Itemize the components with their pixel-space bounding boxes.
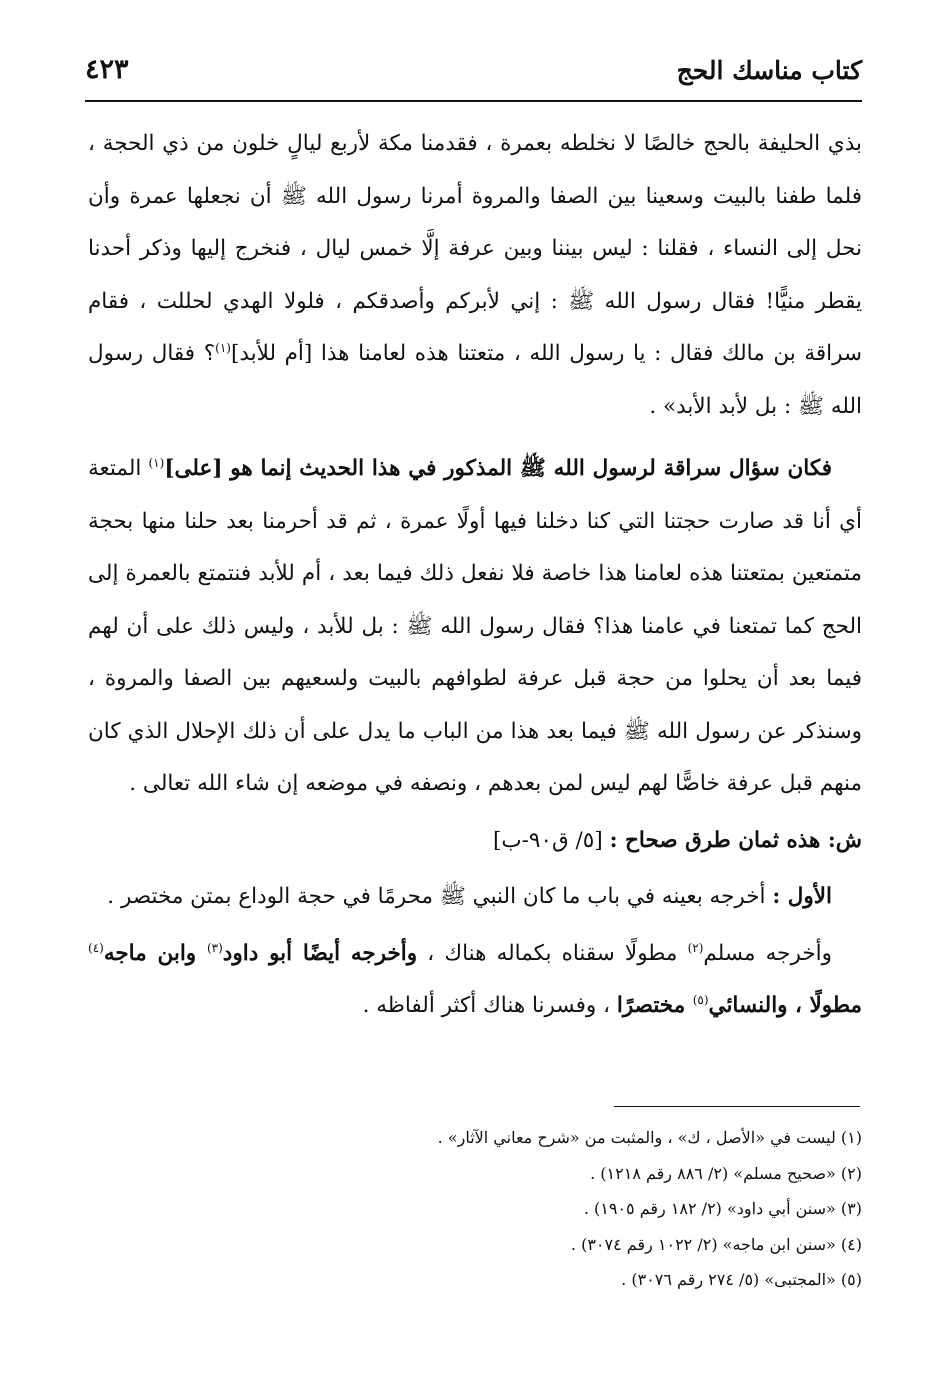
commentary-text: المتعة أي أنا قد صارت حجتنا التي كنا دخلنا فيها أولًا عمرة ، ثم قد أحرمنا بعد حلنا منها بحجة متمتعين بمتعتنا هذه لعامنا هذا خاصة فلا نفعل ذلك فيما بعد ، أم للأبد فنتمتع بالعمرة إلى الحج كما تمتعنا في عامنا هذا؟ فقال رسول الله ﷺ : بل للأبد ، وليس ذلك على أن لهم فيما بعد أن يحلوا من حجة قبل عرفة لطوافهم بالبيت ولسعيهم بين الصفا والمروة ، وسنذكر عن رسول الله ﷺ فيما بعد هذا من الباب ما يدل على أن ذلك الإحلال الذي كان منهم قبل عرفة خاصًّا لهم ليس لمن بعدهم ، ونصفه في موضعه إن شاء الله تعالى .	[88, 456, 862, 796]
takhrij-abu-dawud: وأخرجه أيضًا أبو داود	[222, 940, 418, 966]
header-rule	[85, 100, 862, 102]
takhrij-muslim: وأخرجه مسلم	[703, 940, 832, 966]
takhrij-nasai: مطولًا ، والنسائي	[708, 993, 862, 1018]
footnote-3: (٣) «سنن أبي داود» (٢/ ١٨٢ رقم ١٩٠٥) .	[583, 1199, 862, 1218]
page-number: ٤٢٣	[85, 54, 129, 85]
running-head	[85, 50, 862, 94]
commentary-paragraph	[88, 443, 862, 811]
first-route-text: أخرجه بعينه في باب ما كان النبي ﷺ محرمًا في حجة الوداع بمتن مختصر .	[107, 884, 773, 909]
footnote-ref-1: (١)	[215, 340, 231, 355]
footnote-ref-2: (٢)	[687, 940, 704, 955]
sharh-paragraph	[88, 815, 862, 868]
footnote-rule	[614, 1106, 860, 1107]
hadith-paragraph	[88, 118, 862, 433]
hadith-text-end: ؟ فقال رسول الله ﷺ : بل لأبد الأبد» .	[88, 341, 862, 419]
takhrij-text-b: مطولًا سقناه بكماله هناك ،	[417, 940, 688, 966]
footnotes	[88, 1120, 862, 1298]
footnote-ref-1b: (١)	[148, 455, 165, 470]
footnote-2: (٢) «صحيح مسلم» (٢/ ٨٨٦ رقم ١٢١٨) .	[590, 1163, 862, 1183]
footnote-ref-5: (٥)	[692, 992, 709, 1007]
book-title: كتاب مناسك الحج	[676, 56, 862, 85]
sharh-label: ش: هذه ثمان طرق صحاح :	[609, 827, 862, 853]
takhrij-text-g: ، وفسرنا هناك أكثر ألفاظه .	[362, 993, 617, 1018]
footnote-ref-3: (٣)	[206, 940, 223, 955]
takhrij-mukhtasar: مختصرًا	[616, 993, 693, 1018]
footnote-5: (٥) «المجتبى» (٥/ ٢٧٤ رقم ٣٠٧٦) .	[621, 1270, 862, 1289]
footnote-1: (١) ليست في «الأصل ، ك» ، والمثبت من «شرح معاني الآثار» .	[437, 1128, 862, 1147]
hadith-text: بذي الحليفة بالحج خالصًا لا نخلطه بعمرة ، فقدمنا مكة لأربع ليالٍ خلون من ذي الحجة ، فلما طفنا بالبيت وسعينا بين الصفا والمروة أمرنا رسول الله ﷺ أن نجعلها عمرة وأن نحل إلى النساء ، فقلنا : ليس بيننا وبين عرفة إلَّا خمس ليال ، فنخرج إليها وذكر أحدنا يقطر منيًّا! فقال رسول الله ﷺ : إني لأبركم وأصدقكم ، فلولا الهدي لحللت ، فقام سراقة بن مالك فقال : يا رسول الله ، متعتنا هذه لعامنا هذا [أم للأبد]	[88, 131, 862, 366]
takhrij-ibn-majah: وابن ماجه	[103, 940, 207, 966]
first-route-paragraph	[88, 871, 862, 924]
footnote-4: (٤) «سنن ابن ماجه» (٢/ ١٠٢٢ رقم ٣٠٧٤) .	[570, 1234, 862, 1254]
manuscript-ref: [٥/ ق٩٠-ب]	[493, 827, 610, 853]
footnote-ref-4: (٤)	[88, 940, 104, 955]
first-route-label: الأول :	[772, 884, 832, 909]
takhrij-paragraph	[88, 928, 862, 1033]
main-text	[88, 118, 862, 1033]
commentary-text-start: فكان سؤال سراقة لرسول الله ﷺ المذكور في هذا الحديث إنما هو [على]	[164, 456, 832, 481]
